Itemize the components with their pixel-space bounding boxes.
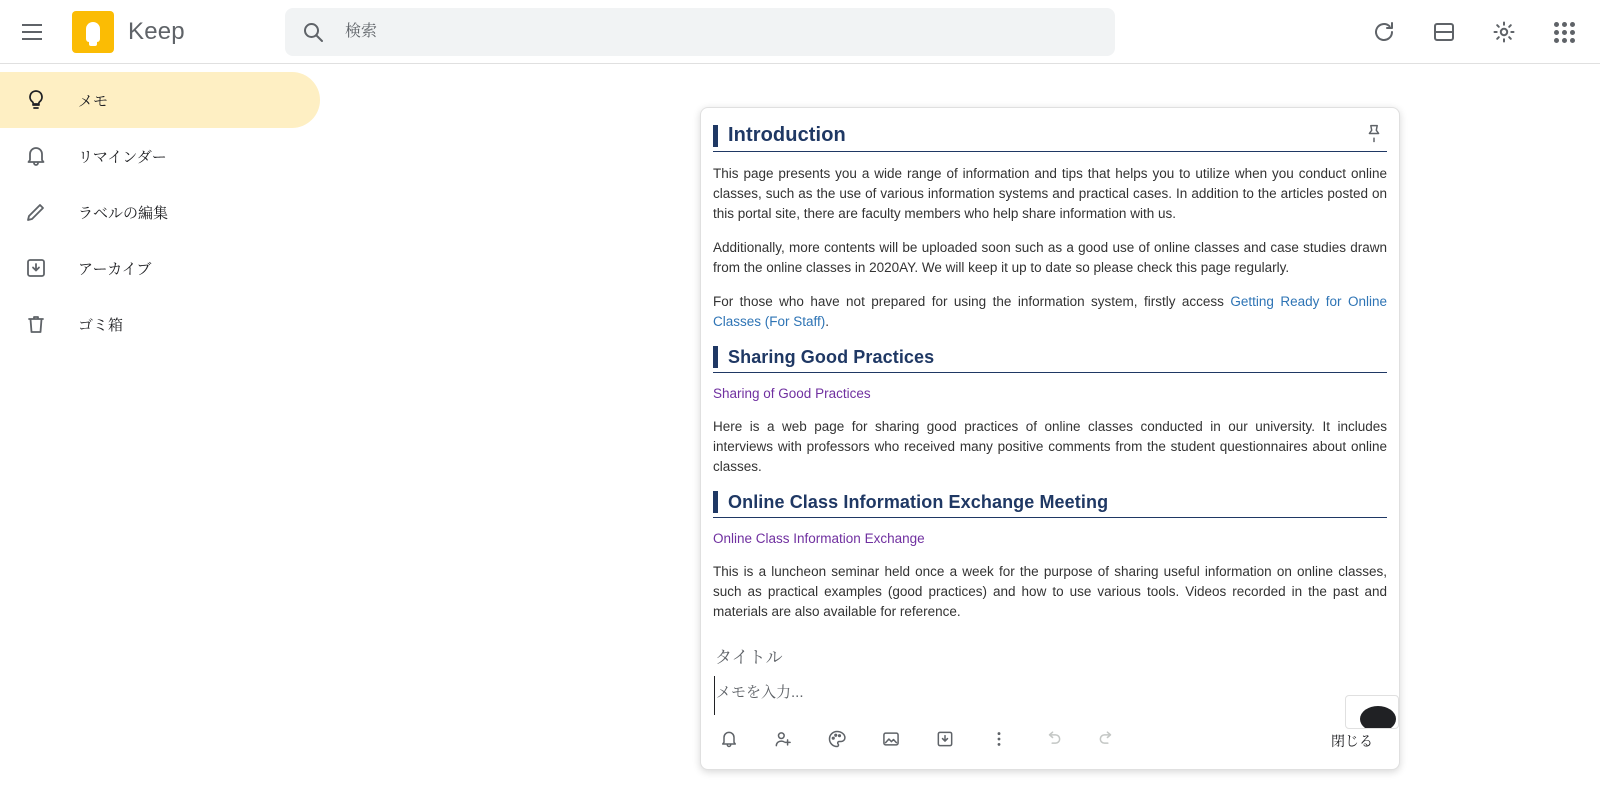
- keep-logo-icon: [72, 11, 114, 53]
- refresh-icon[interactable]: [1360, 8, 1408, 56]
- search-bar[interactable]: [285, 8, 1115, 56]
- section-header-sharing-good-practices: [713, 346, 1387, 373]
- redo-icon[interactable]: [1087, 719, 1127, 759]
- bulb-icon: [12, 88, 60, 112]
- close-button[interactable]: 閉じる: [1331, 733, 1373, 749]
- archive-icon[interactable]: [925, 719, 965, 759]
- sidebar-item-label: リマインダー: [78, 148, 167, 166]
- section-accent-bar: [713, 125, 718, 147]
- note-toolbar: [701, 715, 1399, 769]
- app-title: Keep: [128, 17, 185, 45]
- pencil-icon: [12, 200, 60, 224]
- sidebar-item-reminders[interactable]: [0, 128, 320, 184]
- search-input[interactable]: [343, 22, 1099, 42]
- top-bar: [0, 0, 1600, 64]
- paragraph: This is a luncheon seminar held once a week for the purpose of sharing useful information on online classes, such as practical examples (good practices) and how to use various tools. Videos recorded in the past and materials are also available for reference.: [713, 564, 1387, 619]
- search-icon: [301, 20, 325, 44]
- link-line: [713, 530, 1387, 548]
- sidebar-item-edit-labels[interactable]: [0, 184, 320, 240]
- sidebar-item-trash[interactable]: [0, 296, 320, 352]
- cursor-overlay: [1345, 695, 1399, 729]
- list-view-icon[interactable]: [1420, 8, 1468, 56]
- section-header-introduction: [713, 124, 1387, 152]
- section-header-online-class-information-exchange-meeting: [713, 491, 1387, 518]
- note-card[interactable]: [700, 107, 1400, 770]
- link-line: [713, 385, 1387, 403]
- gear-icon[interactable]: [1480, 8, 1528, 56]
- sharing-good-practices-link[interactable]: Sharing of Good Practices: [713, 386, 871, 401]
- main-area: [0, 64, 1600, 805]
- top-actions: [1360, 8, 1588, 56]
- app-logo[interactable]: [72, 11, 185, 53]
- note-body-input[interactable]: [714, 676, 1384, 715]
- sidebar-item-label: アーカイブ: [78, 260, 152, 278]
- note-title-input[interactable]: [715, 634, 1385, 676]
- paragraph-suffix: .: [825, 314, 830, 329]
- paragraph: Additionally, more contents will be uploaded soon such as a good use of online classes and case studies drawn from the online classes in 2020AY. We will keep it up to date so please check this page regularly.: [713, 240, 1387, 275]
- more-options-icon[interactable]: [979, 719, 1019, 759]
- paragraph: Here is a web page for sharing good practices of online classes conducted in our university. It includes interviews with professors who received many positive comments from the student questionnaires about online classes.: [713, 419, 1387, 474]
- paragraph-with-link: [713, 292, 1387, 332]
- paragraph: This page presents you a wide range of information and tips that helps you to utilize when you conduct online classes, such as the use of various information systems and practical cases. In addition to the articles posted on this portal site, there are faculty members who help share information with us.: [713, 166, 1387, 221]
- section-accent-bar: [713, 491, 718, 513]
- archive-icon: [12, 256, 60, 280]
- note-editor: [701, 628, 1399, 715]
- pin-icon[interactable]: [1363, 122, 1385, 149]
- reminder-bell-icon[interactable]: [709, 719, 749, 759]
- sidebar-item-notes[interactable]: [0, 72, 320, 128]
- hamburger-icon[interactable]: [8, 8, 56, 56]
- add-collaborator-icon[interactable]: [763, 719, 803, 759]
- sidebar-item-label: ラベルの編集: [78, 204, 169, 222]
- undo-icon[interactable]: [1033, 719, 1073, 759]
- trash-icon: [12, 312, 60, 336]
- apps-grid-icon[interactable]: [1540, 8, 1588, 56]
- image-icon[interactable]: [871, 719, 911, 759]
- palette-icon[interactable]: [817, 719, 857, 759]
- note-content: [701, 108, 1399, 628]
- notes-canvas: [320, 64, 1600, 805]
- sidebar-item-archive[interactable]: [0, 240, 320, 296]
- online-class-information-exchange-link[interactable]: Online Class Information Exchange: [713, 531, 925, 546]
- paragraph-prefix: For those who have not prepared for using the information system, firstly access: [713, 294, 1231, 309]
- sidebar: [0, 64, 320, 805]
- getting-ready-link[interactable]: Getting Ready for Online Classes (For Staff): [713, 294, 1387, 329]
- sidebar-item-label: メモ: [78, 92, 109, 110]
- section-title: Introduction: [728, 124, 846, 146]
- section-title: Sharing Good Practices: [728, 346, 935, 367]
- sidebar-item-label: ゴミ箱: [78, 316, 124, 334]
- section-title: Online Class Information Exchange Meeting: [728, 491, 1109, 512]
- section-accent-bar: [713, 346, 718, 368]
- bell-icon: [12, 144, 60, 168]
